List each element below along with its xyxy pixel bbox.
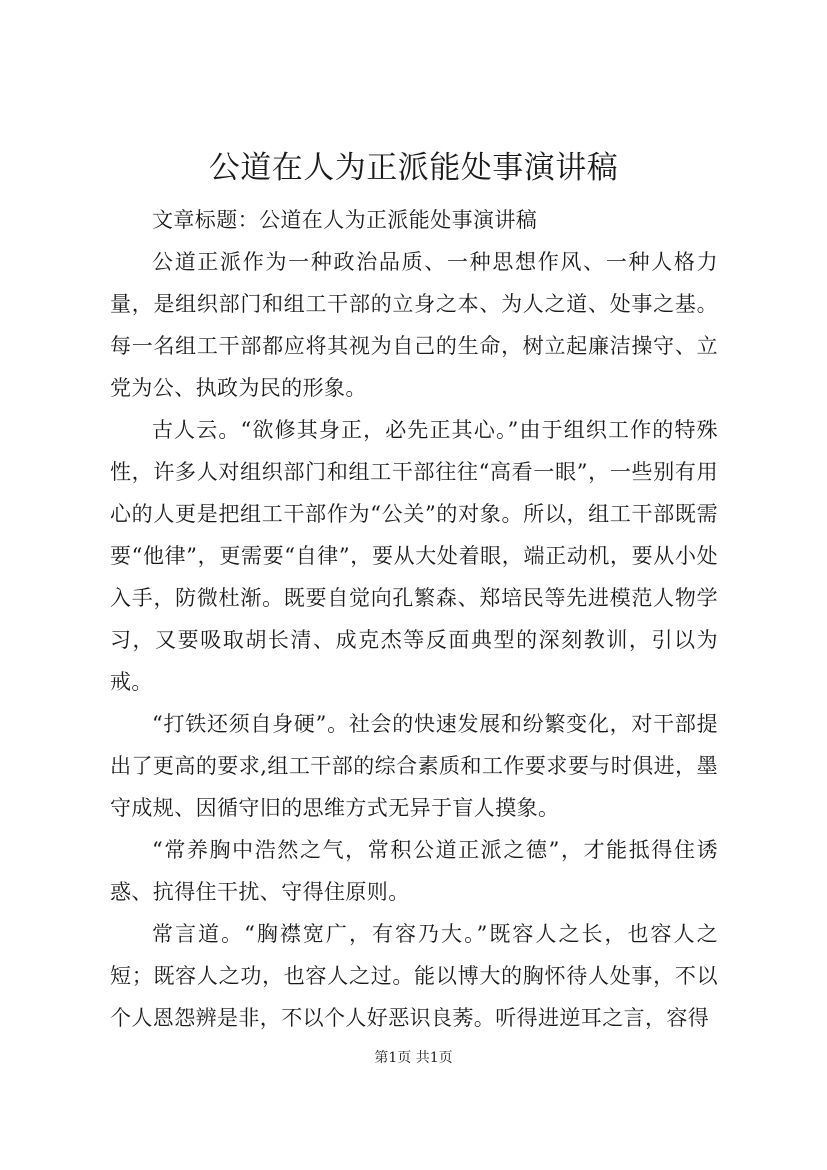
paragraph: 公道正派作为一种政治品质、一种思想作风、一种人格力量，是组织部门和组工干部的立身之本、为人之道、处事之基。每一名组工干部都应将其视为自己的生命，树立起廉洁操守、立党为公、执政为民的形象。 bbox=[110, 250, 718, 400]
paragraph: 古人云。“欲修其身正，必先正其心。”由于组织工作的特殊性，许多人对组织部门和组工干部往往“高看一眼”，一些别有用心的人更是把组工干部作为“公关”的对象。所以，组工干部既需要“他律”，更需要“自律”，要从大处着眼，端正动机，要从小处入手，防微杜渐。既要自觉向孔繁森、郑培民等先进模范人物学习，又要吸取胡长清、成克杰等反面典型的深刻教训，引以为戒。 bbox=[110, 418, 718, 694]
document-body bbox=[110, 199, 718, 1039]
paragraph-article-title: 文章标题：公道在人为正派能处事演讲稿 bbox=[152, 208, 538, 232]
paragraph: 常言道。“胸襟宽广，有容乃大。”既容人之长，也容人之短；既容人之功，也容人之过。能以博大的胸怀待人处事，不以个人恩怨辨是非，不以个人好恶识良莠。听得进逆耳之言，容得 bbox=[110, 922, 718, 1030]
paragraph: “打铁还须自身硬”。社会的快速发展和纷繁变化，对干部提出了更高的要求,组工干部的综合素质和工作要求要与时俱进，墨守成规、因循守旧的思维方式无异于盲人摸象。 bbox=[110, 712, 718, 820]
document-title: 公道在人为正派能处事演讲稿 bbox=[208, 150, 619, 186]
page-footer: 第1页 共1页 bbox=[374, 1050, 453, 1066]
paragraph: “常养胸中浩然之气，常积公道正派之德”，才能抵得住诱惑、抗得住干扰、守得住原则。 bbox=[110, 838, 718, 904]
